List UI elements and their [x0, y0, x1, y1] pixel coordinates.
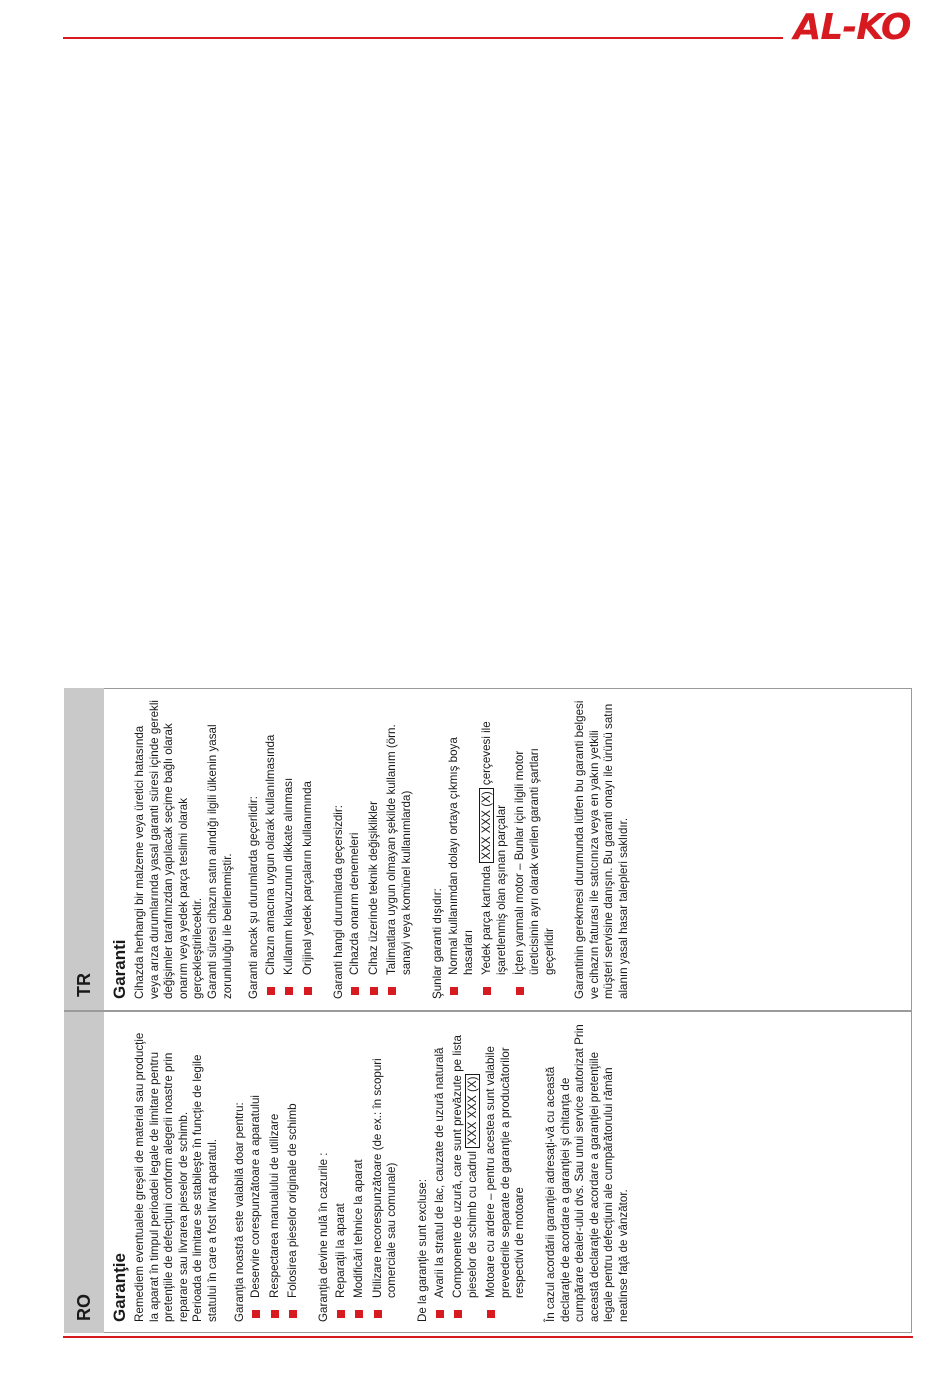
list-item: Cihazda onarım denemeleri — [348, 699, 363, 999]
bullet-square-icon — [289, 1310, 297, 1318]
ro-claim-text: În cazul acordării garanţiei adresaţi-vă cu această declaraţie de acordare a garanţiei şi chitanţa de cumpărare dealer-ului dvs. Sau unui service autorizat Prin această declaraţie de acordare a garanţiei pretenţiile legale pentru defecţiuni ale cumpărătorului rămân neatinse faţă de vânzător. — [544, 1024, 631, 1322]
list-item: Modificări tehnice la aparat — [352, 1022, 367, 1322]
bottom-red-rule — [63, 1336, 913, 1338]
list-item: Orijinal yedek parçaların kullanımında — [301, 699, 316, 999]
bullet-square-icon — [487, 1310, 495, 1318]
tr-void-title: Garanti hangi durumlarda geçersizdir: — [331, 805, 345, 999]
list-item: Cihaz üzerinde teknik değişiklikler — [367, 699, 382, 999]
list-item: Motoare cu ardere – pentru acestea sunt valabile prevederile separate de garanţie a producătorilor respectivi de motoare — [484, 1022, 528, 1322]
tr-exclusions-title: Şunlar garanti dışıdır: — [430, 888, 444, 999]
ro-intro-period: Perioada de limitare se stabileşte în funcţie de legile statului în care a fost livrat aparatul. — [191, 1054, 219, 1322]
bullet-square-icon — [304, 987, 312, 995]
list-item: Reparaţii la aparat — [334, 1022, 349, 1322]
list-item: Cihazın amacına uygun olarak kullanılmasında — [264, 699, 279, 999]
bullet-square-icon — [370, 987, 378, 995]
lang-tr-header: TR — [74, 973, 94, 997]
list-item: Avarii la stratul de lac, cauzate de uzură naturală — [433, 1022, 448, 1322]
bullet-square-icon — [450, 987, 458, 995]
bullet-square-icon — [285, 987, 293, 995]
tr-valid-title: Garanti ancak şu durumlarda geçerlidir: — [247, 796, 261, 999]
list-item: Folosirea pieselor originale de schimb — [286, 1022, 301, 1322]
bullet-square-icon — [271, 1310, 279, 1318]
tr-claim-text: Garantinin gerekmesi durumunda lütfen bu garanti belgesi ve cihazın faturası ile satıcınıza veya en yakın yetkili müşteri servisine danışın. Bu garanti onayı ile ürünü satın alanın yasal hasar talepleri saklıdır. — [573, 700, 631, 999]
ro-exclusions-title: De la garanţie sunt excluse: — [415, 1178, 429, 1322]
top-red-rule — [63, 37, 783, 39]
ro-void-title: Garanţia devine nulă în cazurile : — [316, 1152, 330, 1322]
bullet-square-icon — [374, 1310, 382, 1318]
list-item: Deservire corespunzătoare a aparatului — [249, 1022, 264, 1322]
warranty-table — [64, 688, 912, 1333]
list-item: Utilizare necorespunzătoare (de ex.: în scopuri comerciale sau comunale) — [371, 1022, 400, 1322]
ro-column — [110, 1022, 632, 1322]
part-code-box: XXX XXX (X) — [465, 1074, 480, 1148]
tr-intro: Cihazda herhangi bir malzeme veya üretici hatasında veya arıza durumlarında yasal garanti süresi içinde gerekli değişimler tarafımızdan yapılacak seçime bağlı olarak onarım veya yedek parça teslimi olarak gerçekleştirilecektir. — [133, 699, 205, 999]
bullet-square-icon — [252, 1310, 260, 1318]
column-divider — [64, 1010, 912, 1012]
ro-valid-title: Garanţia noastră este valabilă doar pentru: — [232, 1102, 246, 1322]
tr-title: Garanti — [110, 939, 129, 999]
lang-ro-header: RO — [74, 1294, 94, 1321]
tr-intro-period: Garanti süresi cihazın satın alındığı ilgili ülkenin yasal zorunluluğu ile belirlenmiştir. — [205, 724, 234, 999]
list-item: Componente de uzură, care sunt prevăzute pe lista pieselor de schimb cu cadrul XXX XXX (X) — [451, 1022, 480, 1322]
bullet-square-icon — [436, 1310, 444, 1318]
ro-intro: Remediem eventualele greşeli de material sau producţie la aparat în timpul perioadei legale de limitare pentru pretenţiile de defecţiuni conform alegerii noastre prin reparare sau livrarea pieselor de schimb. — [133, 1032, 190, 1322]
bullet-square-icon — [388, 987, 396, 995]
ro-title: Garanţie — [110, 1253, 129, 1322]
alko-logo: AL-KO — [793, 6, 911, 48]
bullet-square-icon — [351, 987, 359, 995]
bullet-square-icon — [454, 1310, 462, 1318]
bullet-square-icon — [516, 987, 524, 995]
bullet-square-icon — [355, 1310, 363, 1318]
bullet-square-icon — [483, 987, 491, 995]
list-item: Yedek parça kartında XXX XXX (X) çerçevesi ile işaretlenmiş olan aşınan parçalar — [480, 699, 509, 999]
bullet-square-icon — [267, 987, 275, 995]
list-item: Kullanım kılavuzunun dikkate alınması — [282, 699, 297, 999]
list-item: Respectarea manualului de utilizare — [268, 1022, 283, 1322]
part-code-box: XXX XXX (X) — [479, 788, 494, 862]
bullet-square-icon — [337, 1310, 345, 1318]
tr-column — [110, 699, 632, 999]
list-item: Talimatlara uygun olmayan şekilde kullanım (örn. sanayi veya komünel kullanımlarda) — [385, 699, 414, 999]
list-item: İçten yanmalı motor – Bunlar için ilgili motor üreticisinin ayrı olarak verilen garanti şartları geçerlidir — [513, 699, 557, 999]
warranty-table-area — [64, 688, 912, 1333]
list-item: Normal kullanımdan dolayı ortaya çıkmış boya hasarları — [447, 699, 476, 999]
